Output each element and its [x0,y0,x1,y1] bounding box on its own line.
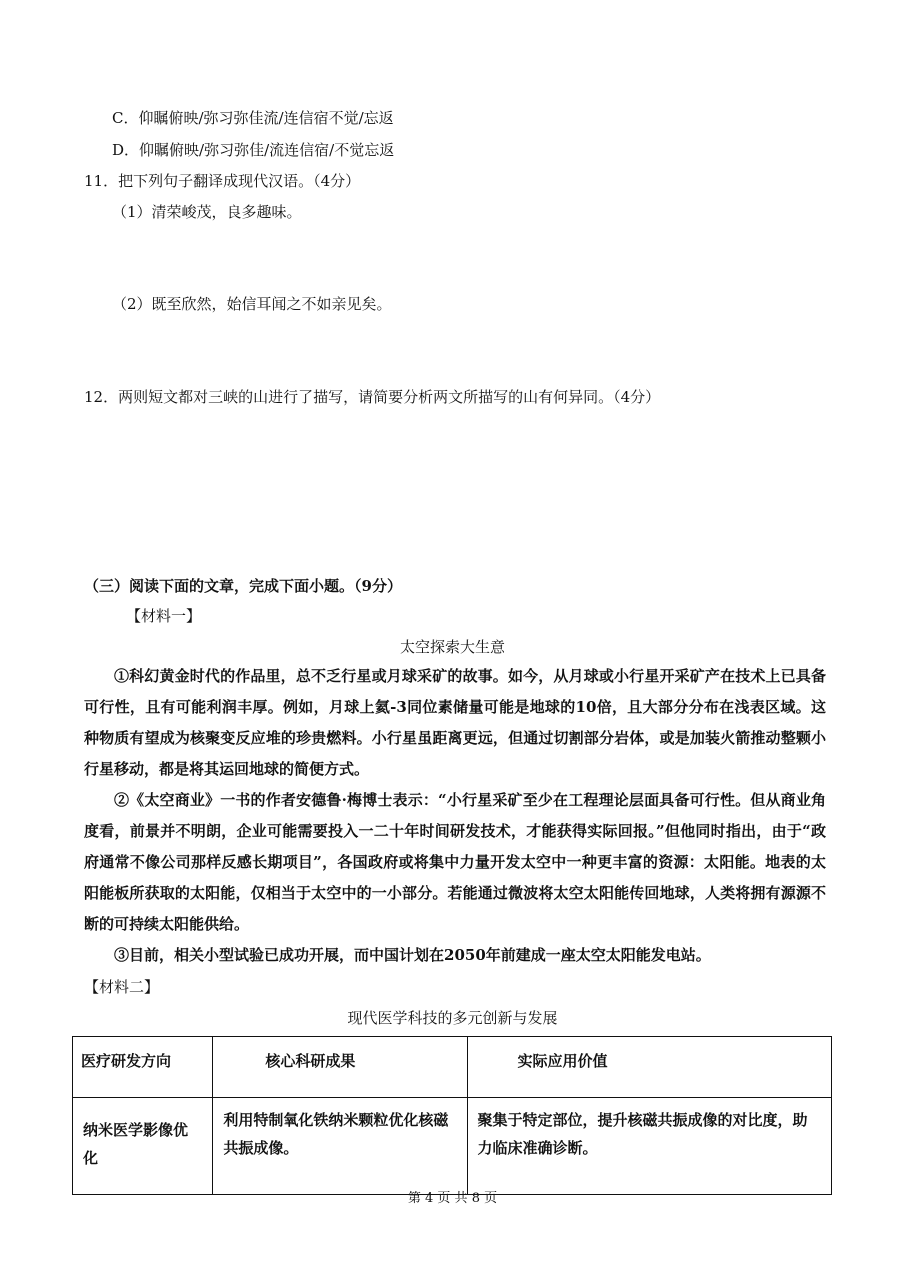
table-title: 现代医学科技的多元创新与发展 [347,1009,558,1027]
table-header-row [73,1037,832,1098]
material-1-label: 【材料一】 [126,607,202,625]
table-cell-direction: 纳米医学影像优化 [73,1098,213,1195]
question-12-prompt: 12．两则短文都对三峡的山进行了描写，请简要分析两文所描写的山有何异同。（4分） [84,388,661,406]
page-number-footer: 第 4 页 共 8 页 [407,1191,498,1206]
table-cell-results: 利用特制氧化铁纳米颗粒优化核磁共振成像。 [213,1098,467,1195]
table-row [73,1098,832,1195]
section-3-heading: （三）阅读下面的文章，完成下面小题。（9分） [84,577,402,595]
table-header-direction: 医疗研发方向 [73,1037,213,1098]
material-2-label: 【材料二】 [84,978,160,996]
option-c: C．仰瞩俯映/弥习弥佳流/连信宿不觉/忘返 [112,109,394,127]
article-paragraph-2: ②《太空商业》一书的作者安德鲁·梅博士表示：“小行星采矿至少在工程理论层面具备可行性。但从商业角度看，前景并不明朗，企业可能需要投入一二十年时间研发技术，才能获得实际回报。”但他同时指出，由于“政府通常不像公司那样反感长期项目”，各国政府或将集中力量开发太空中一种更丰富的资源：太阳能。地表的太阳能板所获取的太阳能，仅相当于太空中的一小部分。若能通过微波将太空太阳能传回地球，人类将拥有源源不断的可持续太阳能供给。 [84,791,826,933]
table-header-value: 实际应用价值 [467,1037,831,1098]
medical-tech-table [72,1036,832,1195]
table-header-results: 核心科研成果 [213,1037,467,1098]
option-d: D．仰瞩俯映/弥习弥佳/流连信宿/不觉忘返 [112,141,395,159]
question-11-prompt: 11．把下列句子翻译成现代汉语。（4分） [84,172,361,190]
table-cell-value: 聚集于特定部位，提升核磁共振成像的对比度，助力临床准确诊断。 [467,1098,831,1195]
question-11-item-1: （1）清荣峻茂，良多趣味。 [112,203,302,221]
question-11-item-2: （2）既至欣然，始信耳闻之不如亲见矣。 [112,295,392,313]
article-paragraph-3: ③目前，相关小型试验已成功开展，而中国计划在2050年前建成一座太空太阳能发电站。 [114,946,711,964]
article-title: 太空探索大生意 [399,638,505,656]
article-paragraph-1: ①科幻黄金时代的作品里，总不乏行星或月球采矿的故事。如今，从月球或小行星开采矿产在技术上已具备可行性，且有可能利润丰厚。例如，月球上氦-3同位素储量可能是地球的10倍，且大部分分布在浅表区域。这种物质有望成为核聚变反应堆的珍贵燃料。小行星虽距离更远，但通过切割部分岩体，或是加装火箭推动整颗小行星移动，都是将其运回地球的简便方式。 [84,667,826,778]
